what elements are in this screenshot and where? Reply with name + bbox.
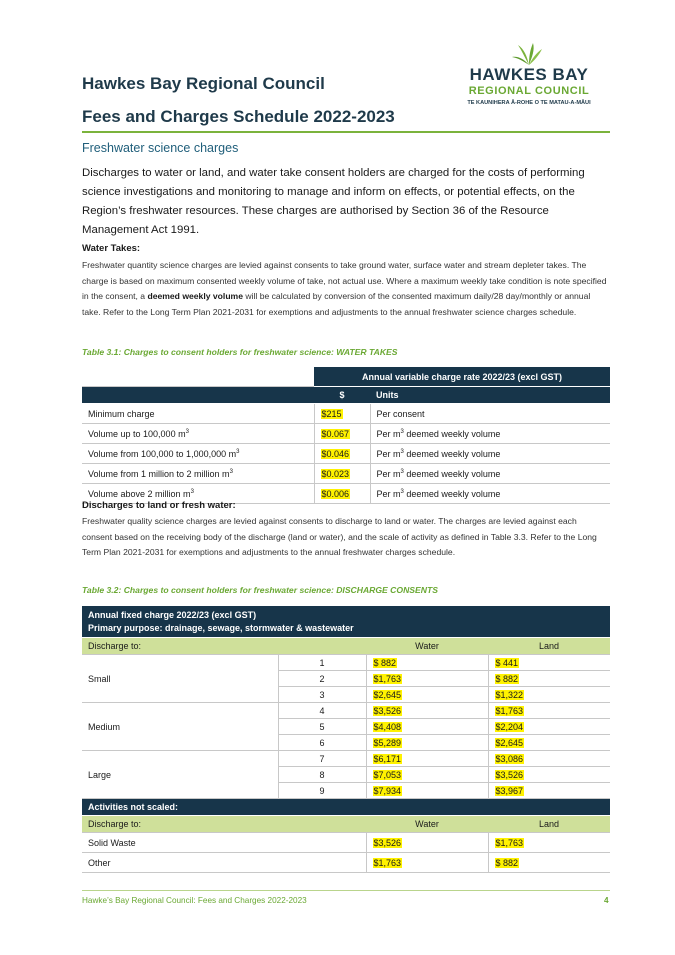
row-label-text: Volume from 100,000 to 1,000,000 m [88,448,237,459]
table2-scale: 8 [278,767,366,783]
row-label-sup: 3 [236,448,240,455]
row-label-text: Minimum charge [88,408,155,419]
water-takes-text-1: Freshwater quantity science charges are levied against consents to take ground water, surface water and stream depleter takes. The charge is based on maximum consented weekly volume of take, not actual use. Where a maximum weekly take condition is note specified in the consent, a [82,260,607,302]
table1-row [82,464,610,484]
table2-land-cell [488,671,610,687]
table2-land-cell [488,751,610,767]
water-takes-text-2: will be calculated by conversion of the consented maximum daily/28 day/monthly or annual take. Refer to the Long Term Plan 2021-2031 for exemptions and adjustments to the annual freshwater science charges schedule. [82,291,591,318]
footer-text: Hawke’s Bay Regional Council: Fees and Charges 2022-2023 [82,896,307,905]
row-label-text: Volume above 2 million m [88,488,191,499]
table2-scale: 1 [278,655,366,671]
water-takes-heading: Water Takes: [82,243,141,254]
not-scaled-land-cell [488,853,610,873]
table2-land-cell [488,655,610,671]
land-charge: $3,967 [495,785,524,796]
table2-not-scaled-water: Water [366,816,488,833]
table2-row [82,703,610,719]
units-rest: deemed weekly volume [403,488,501,499]
table1-row-label [82,424,314,444]
table1-row-value [314,484,370,504]
table1-row-units [370,444,610,464]
units-sup: 3 [400,428,404,435]
land-charge: $1,763 [495,705,524,716]
land-charge: $2,645 [495,737,524,748]
table1-row [82,444,610,464]
table1-row-label [82,444,314,464]
table1-blank-cell [82,367,314,387]
highlighted-value: $0.067 [321,428,350,439]
table2-scale: 7 [278,751,366,767]
table2-discharge-to: Discharge to: [82,638,366,655]
table2-scale: 4 [278,703,366,719]
footer-divider [82,890,610,891]
land-charge: $ 882 [495,673,519,684]
document-subtitle: Fees and Charges Schedule 2022-2023 [82,107,395,126]
table2-water-cell [366,719,488,735]
water-charge: $4,408 [373,721,402,732]
table2-land-cell [488,719,610,735]
logo-tagline: TE KAUNIHERA Ā-ROHE O TE MATAU-A-MĀUI [467,100,591,106]
table2-water-cell [366,703,488,719]
highlighted-value: $215 [321,408,342,419]
table1-row [82,424,610,444]
units-sup: 3 [400,488,404,495]
table2-scale: 3 [278,687,366,703]
water-charge: $6,171 [373,753,402,764]
table2-scale: 9 [278,783,366,799]
land-charge: $3,086 [495,753,524,764]
hbrc-logo [444,42,614,120]
logo-line-2: REGIONAL COUNCIL [468,85,590,97]
table2-water-cell [366,655,488,671]
table1-header: Annual variable charge rate 2022/23 (excl GST) [314,367,610,387]
table1-row-units [370,404,610,424]
highlighted-value: $0.006 [321,488,350,499]
table1-caption: Table 3.1: Charges to consent holders for freshwater science: WATER TAKES [82,347,398,357]
water-takes-table [82,367,610,504]
row-label-sup: 3 [185,428,189,435]
row-label-text: Volume from 1 million to 2 million m [88,468,230,479]
row-label-sup: 3 [190,488,194,495]
units-sup: 3 [400,448,404,455]
row-label-text: Volume up to 100,000 m [88,428,186,439]
table2-header-line2: Primary purpose: drainage, sewage, stormwater & wastewater [88,623,354,633]
discharges-paragraph: Freshwater quality science charges are levied against consents to discharge to land or water. The charges are levied against each consent based on the receiving body of the discharge (land or water), and the scale of activity as defined in Table 3.3. Refer to the Long Term Plan 2021-2031 for exemptions and adjustments to the annual freshwater charges schedule. [82,516,597,558]
not-scaled-water-cell [366,833,488,853]
table2-water-cell [366,671,488,687]
table2-water-cell [366,687,488,703]
table2-col-land: Land [488,638,610,655]
table1-row-units [370,424,610,444]
table2-land-cell [488,767,610,783]
water-charge: $1,763 [373,673,402,684]
table1-row-value [314,464,370,484]
water-charge: $2,645 [373,689,402,700]
units-text: Per m [376,428,401,439]
not-scaled-label: Solid Waste [82,833,366,853]
table2-water-cell [366,751,488,767]
not-scaled-water-cell [366,853,488,873]
table2-group-name: Large [82,751,278,799]
units-rest: deemed weekly volume [403,448,501,459]
table1-row-label [82,404,314,424]
table2-not-scaled-discharge-to: Discharge to: [82,816,366,833]
units-text: Per m [376,488,401,499]
logo-line-1: HAWKES BAY [469,65,589,84]
table1-row-value [314,404,370,424]
units-rest: deemed weekly volume [403,468,501,479]
row-label-sup: 3 [229,468,233,475]
table2-land-cell [488,735,610,751]
table2-land-cell [488,687,610,703]
table1-col-units: Units [370,387,610,404]
land-charge: $ 882 [495,857,519,868]
table1-row-label [82,464,314,484]
land-charge: $3,526 [495,769,524,780]
table2-row [82,751,610,767]
table2-water-cell [366,767,488,783]
table2-not-scaled-row [82,853,610,873]
table2-col-water: Water [366,638,488,655]
section-title: Freshwater science charges [82,141,239,155]
header-divider [82,131,610,133]
table1-row-value [314,424,370,444]
table2-land-cell [488,783,610,799]
table1-col-dollar: $ [314,387,370,404]
units-text: Per consent [376,408,425,419]
table2-not-scaled-row [82,833,610,853]
leaf-emblem-icon [509,42,549,66]
land-charge: $1,763 [495,837,524,848]
table1-header-blank [82,387,314,404]
table2-not-scaled-header: Activities not scaled: [82,799,610,816]
table1-row-units [370,464,610,484]
table2-group-name: Medium [82,703,278,751]
table2-scale: 2 [278,671,366,687]
units-text: Per m [376,468,401,479]
highlighted-value: $0.046 [321,448,350,459]
land-charge: $1,322 [495,689,524,700]
not-scaled-label: Other [82,853,366,873]
table2-header-line1: Annual fixed charge 2022/23 (excl GST) [88,610,257,620]
table2-row [82,655,610,671]
table2-scale: 6 [278,735,366,751]
table2-caption: Table 3.2: Charges to consent holders for freshwater science: DISCHARGE CONSENTS [82,585,438,595]
water-charge: $3,526 [373,705,402,716]
table1-row-value [314,444,370,464]
units-text: Per m [376,448,401,459]
table1-row-units [370,484,610,504]
water-charge: $7,053 [373,769,402,780]
table2-not-scaled-land: Land [488,816,610,833]
table2-header [82,606,610,638]
highlighted-value: $0.023 [321,468,350,479]
table2-water-cell [366,783,488,799]
units-rest: deemed weekly volume [403,428,501,439]
document-title: Hawkes Bay Regional Council [82,74,325,93]
discharges-heading: Discharges to land or fresh water: [82,500,236,511]
table2-scale: 5 [278,719,366,735]
water-charge: $7,934 [373,785,402,796]
intro-paragraph: Discharges to water or land, and water take consent holders are charged for the costs of performing science investigations and monitoring to manage and inform on effects, or potential effects, on the Region’s freshwater resources. These charges are authorised by Section 36 of the Resource Management Act 1991. [82,167,585,236]
water-takes-bold: deemed weekly volume [147,291,243,302]
table2-land-cell [488,703,610,719]
discharge-consents-table [82,606,610,873]
land-charge: $ 441 [495,657,519,668]
not-scaled-land-cell [488,833,610,853]
page-number: 4 [604,896,609,905]
table1-row [82,404,610,424]
water-charge: $3,526 [373,837,402,848]
water-charge: $5,289 [373,737,402,748]
water-charge: $ 882 [373,657,397,668]
water-takes-paragraph [82,258,608,321]
table2-group-name: Small [82,655,278,703]
water-charge: $1,763 [373,857,402,868]
land-charge: $2,204 [495,721,524,732]
units-sup: 3 [400,468,404,475]
table2-water-cell [366,735,488,751]
